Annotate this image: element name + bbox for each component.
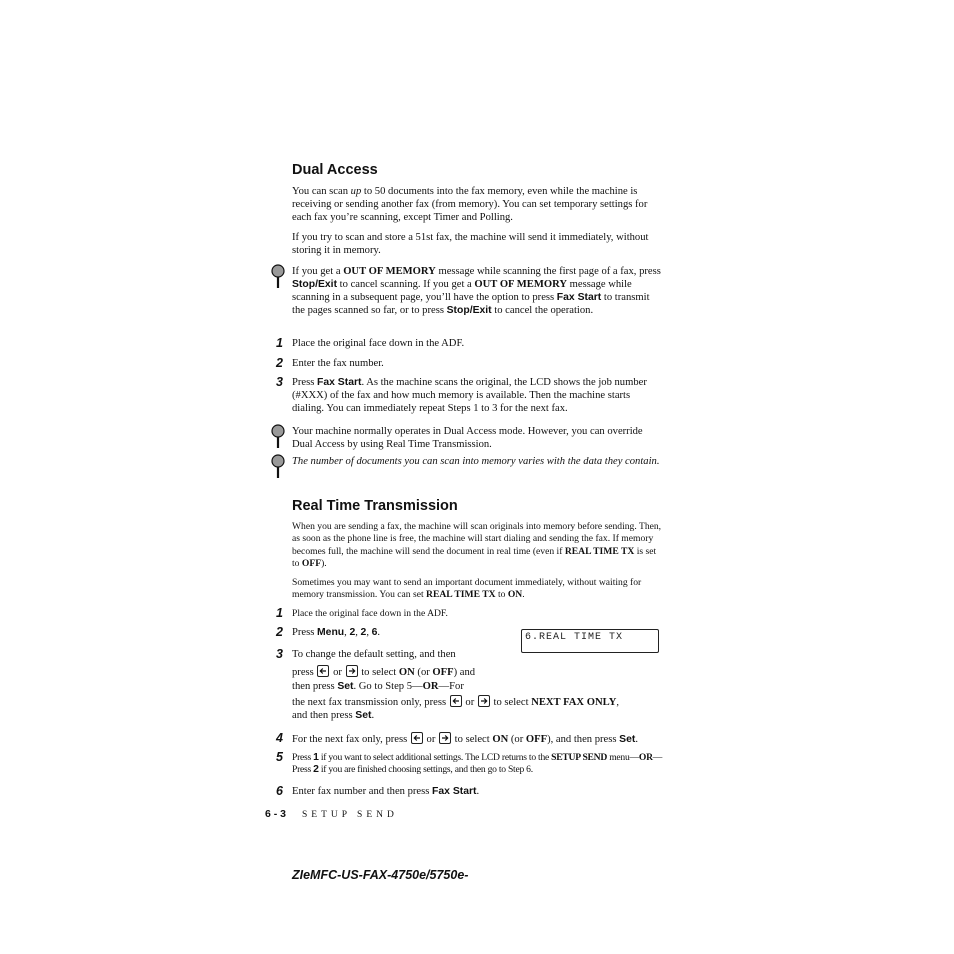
footer-section-title: SETUP SEND <box>302 810 398 820</box>
step-number: 6 <box>276 784 283 798</box>
note-documents-vary: The number of documents you can scan into memory varies with the data they contain. <box>292 456 660 467</box>
dual-access-paragraph-2: If you try to scan and store a 51st fax, the machine will send it immediately, without storing it in memory. <box>292 232 649 256</box>
section-heading-dual-access: Dual Access <box>292 162 378 178</box>
real-time-step-3-line-5: and then press Set. <box>292 710 375 721</box>
real-time-step-3-line-1: To change the default setting, and then <box>292 649 456 660</box>
real-time-step-4: For the next fax only, press or to select ON (or OFF), and then press Set. <box>292 734 638 745</box>
step-number: 3 <box>276 375 283 389</box>
step-number: 2 <box>276 356 283 370</box>
dual-access-step-2: Enter the fax number. <box>292 358 384 369</box>
real-time-step-1: Place the original face down in the ADF. <box>292 608 448 619</box>
dual-access-step-1: Place the original face down in the ADF. <box>292 338 465 349</box>
note-dual-access-mode: Your machine normally operates in Dual Access mode. However, you can override Dual Access by using Real Time Transmission. <box>292 426 643 450</box>
real-time-step-2: Press Menu, 2, 2, 6. <box>292 627 381 638</box>
left-arrow-key-icon <box>411 732 423 744</box>
step-number: 1 <box>276 606 283 620</box>
page-number: 6 - 3 <box>265 808 287 820</box>
right-arrow-key-icon <box>346 665 358 677</box>
note-out-of-memory: If you get a OUT OF MEMORY message while scanning the first page of a fax, press Stop/Exit to cancel scanning. If you get a OUT OF MEMORY message while scanning in a subsequent page, you’ll have the option to press Fax Start to transmit the pages scanned so far, or to press Stop/Exit to cancel the operation. <box>292 266 661 316</box>
lcd-text: 6.REAL TIME TX <box>525 632 624 643</box>
real-time-paragraph-2: Sometimes you may want to send an important document immediately, without waiting for memory transmission. You can set REAL TIME TX to ON. <box>292 577 642 601</box>
dual-access-step-3: Press Fax Start. As the machine scans the original, the LCD shows the job number (#XXX) of the fax and how much memory is available. Then the machine starts dialing. You can immediately repeat Steps 1 to 3 for the next fax. <box>292 377 647 414</box>
step-number: 4 <box>276 731 283 745</box>
left-arrow-key-icon <box>450 695 462 707</box>
right-arrow-key-icon <box>478 695 490 707</box>
note-bulb-icon <box>271 424 285 449</box>
model-identifier: ZIeMFC-US-FAX-4750e/5750e- <box>292 868 469 882</box>
real-time-step-6: Enter fax number and then press Fax Start. <box>292 786 480 797</box>
step-number: 1 <box>276 336 283 350</box>
note-bulb-icon <box>271 454 285 479</box>
dual-access-paragraph-1: You can scan up to 50 documents into the fax memory, even while the machine is receiving or sending another fax (from memory). You can set temporary settings for each fax you’re scanning, except Timer and Polling. <box>292 186 648 223</box>
left-arrow-key-icon <box>317 665 329 677</box>
step-number: 3 <box>276 647 283 661</box>
note-bulb-icon <box>271 264 285 289</box>
step-number: 2 <box>276 625 283 639</box>
real-time-step-3-line-2: press or to select ON (or OFF) and <box>292 667 476 678</box>
right-arrow-key-icon <box>439 732 451 744</box>
real-time-step-3-line-3: then press Set. Go to Step 5—OR—For <box>292 681 464 692</box>
real-time-step-5: Press 1 if you want to select additional settings. The LCD returns to the SETUP SEND menu—OR—Press 2 if you are finished choosing settings, and then go to Step 6. <box>292 752 663 776</box>
step-number: 5 <box>276 750 283 764</box>
real-time-paragraph-1: When you are sending a fax, the machine will scan originals into memory before sending. Then, as soon as the phone line is free, the machine will start dialing and sending the fax. If memory becomes full, the machine will send the document in real time (even if REAL TIME TX is set to OFF). <box>292 521 662 570</box>
real-time-step-3-line-4: the next fax transmission only, press or to select NEXT FAX ONLY, <box>292 697 620 708</box>
section-heading-real-time: Real Time Transmission <box>292 498 458 514</box>
lcd-display <box>521 629 659 653</box>
